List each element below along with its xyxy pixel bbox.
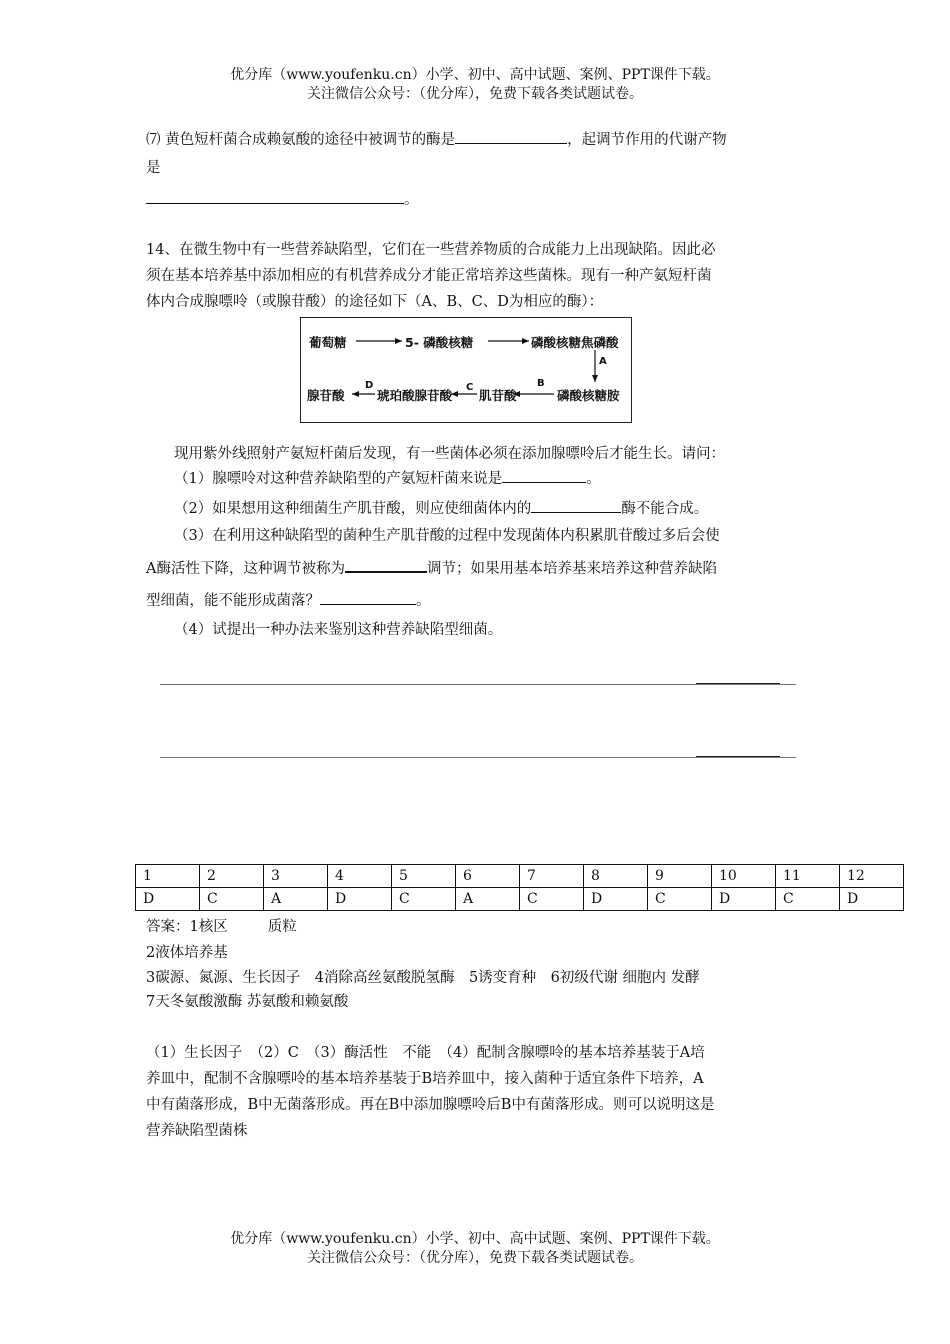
q13-7-line-2 [146, 188, 419, 210]
answer-blank [502, 467, 586, 483]
answer-blank [146, 188, 404, 204]
table-cell: 11 [776, 865, 840, 888]
q14-sub1 [174, 467, 601, 489]
enzyme-c-label: C [466, 382, 474, 393]
q14-sub2 [174, 497, 708, 519]
table-cell: D [840, 888, 904, 911]
node-glucose: 葡萄糖 [309, 335, 347, 350]
answers-q14-line-2: 养皿中，配制不含腺嘌呤的基本培养基装于B培养皿中，接入菌种于适宜条件下培养，A [146, 1071, 704, 1087]
answers-line-1b: 质粒 [267, 919, 297, 935]
table-cell: 4 [328, 865, 392, 888]
table-cell: D [136, 888, 200, 911]
answer-table [135, 864, 904, 911]
table-cell: C [776, 888, 840, 911]
q14-sub3-line1: （3）在利用这种缺陷型的菌种生产肌苷酸的过程中发现菌体内积累肌苷酸过多后会使 [174, 528, 720, 544]
table-cell: C [200, 888, 264, 911]
q13-7-line [146, 128, 727, 150]
q14-sub3-line2 [146, 556, 717, 579]
table-row-numbers [136, 865, 904, 888]
q14-sub2-text-b: 酶不能合成。 [621, 501, 709, 517]
table-cell: 9 [648, 865, 712, 888]
q14-sub3-text-b: 调节；如果用基本培养基来培养这种营养缺陷 [426, 561, 717, 577]
q14-sub3-line3 [146, 589, 431, 611]
q14-intro-2: 须在基本培养基中添加相应的有机营养成分才能正常培养这些菌株。现有一种产氨短杆菌 [146, 268, 712, 284]
enzyme-d-label: D [365, 380, 374, 391]
table-cell: D [328, 888, 392, 911]
node-phosphoribosylamine: 磷酸核糖胺 [557, 388, 620, 403]
table-cell: 3 [264, 865, 328, 888]
q14-context: 现用紫外线照射产氨短杆菌后发现，有一些菌体必须在添加腺嘌呤后才能生长。请问： [174, 446, 725, 462]
table-cell: 1 [136, 865, 200, 888]
table-cell: 12 [840, 865, 904, 888]
q14-sub2-text-a: （2）如果想用这种细菌生产肌苷酸，则应使细菌体内的 [174, 501, 532, 517]
answer-line-2 [160, 757, 796, 758]
enzyme-b-label: B [537, 378, 545, 389]
q14-intro-1: 14、在微生物中有一些营养缺陷型，它们在一些营养物质的合成能力上出现缺陷。因此必 [146, 242, 716, 258]
answer-line-1-mark [696, 683, 780, 684]
q14-sub1-end: 。 [586, 471, 601, 487]
answer-blank [320, 589, 416, 605]
table-cell: C [520, 888, 584, 911]
node-adenylic-acid: 腺苷酸 [307, 388, 345, 403]
pathway-diagram [300, 317, 632, 423]
enzyme-a-label: A [599, 356, 607, 367]
answer-blank [455, 128, 567, 144]
table-cell: C [648, 888, 712, 911]
table-cell: 10 [712, 865, 776, 888]
header-line-2: 关注微信公众号：（优分库），免费下载各类试题试卷。 [307, 86, 643, 102]
table-cell: 7 [520, 865, 584, 888]
answer-blank [345, 556, 427, 573]
node-prpp: 磷酸核糖焦磷酸 [531, 335, 619, 350]
table-cell: 8 [584, 865, 648, 888]
q13-7-text-a: ⑺ 黄色短杆菌合成赖氨酸的途径中被调节的酶是 [146, 132, 456, 148]
answers-line-2: 2液体培养基 [146, 945, 228, 961]
q14-sub3-end: 。 [416, 593, 431, 609]
node-ribose-5-phosphate: 5- 磷酸核糖 [405, 335, 474, 350]
answers-line-4: 7天冬氨酸激酶 苏氨酸和赖氨酸 [146, 994, 349, 1010]
table-cell: D [712, 888, 776, 911]
node-adenylosuccinate: 琥珀酸腺苷酸 [377, 388, 453, 403]
q14-sub1-text: （1）腺嘌呤对这种营养缺陷型的产氨短杆菌来说是 [174, 471, 503, 487]
answers-q14-line-4: 营养缺陷型菌株 [146, 1123, 248, 1139]
q13-7-end: 。 [404, 192, 419, 208]
table-cell: 2 [200, 865, 264, 888]
footer-line-1: 优分库（www.youfenku.cn）小学、初中、高中试题、案例、PPT课件下载。 [230, 1231, 720, 1247]
table-cell: 5 [392, 865, 456, 888]
answers-line-1 [146, 917, 297, 937]
q13-7-text-c: 是 [146, 160, 161, 176]
table-cell: 6 [456, 865, 520, 888]
q14-sub3-text-a: A酶活性下降，这种调节被称为 [146, 561, 345, 577]
answers-line-3: 3碳源、氮源、生长因子 4消除高丝氨酸脱氢酶 5诱变育种 6初级代谢 细胞内 发酵 [146, 970, 700, 986]
answer-line-1 [160, 684, 796, 685]
node-inosinic-acid: 肌苷酸 [479, 388, 517, 403]
table-row-choices [136, 888, 904, 911]
header-line-1: 优分库（www.youfenku.cn）小学、初中、高中试题、案例、PPT课件下载。 [230, 67, 720, 83]
answer-blank [531, 497, 621, 513]
table-cell: D [584, 888, 648, 911]
table-cell: C [392, 888, 456, 911]
answer-line-2-mark [696, 756, 780, 757]
answers-q14-line-3: 中有菌落形成，B中无菌落形成。再在B中添加腺嘌呤后B中有菌落形成。则可以说明这是 [146, 1097, 715, 1113]
q14-intro-3: 体内合成腺嘌呤（或腺苷酸）的途径如下（A、B、C、D为相应的酶）： [146, 294, 604, 310]
table-cell: A [264, 888, 328, 911]
q13-7-text-b: ，起调节作用的代谢产物 [567, 132, 727, 148]
answers-q14-line-1: （1）生长因子 （2）C （3）酶活性 不能 （4）配制含腺嘌呤的基本培养基装于A培 [146, 1045, 705, 1061]
table-cell: A [456, 888, 520, 911]
q14-sub3-text-c: 型细菌，能不能形成菌落？ [146, 593, 320, 609]
footer-line-2: 关注微信公众号：（优分库），免费下载各类试题试卷。 [307, 1250, 643, 1266]
answers-line-1a: 答案：1核区 [146, 919, 228, 935]
q14-sub4: （4）试提出一种办法来鉴别这种营养缺陷型细菌。 [174, 622, 503, 638]
